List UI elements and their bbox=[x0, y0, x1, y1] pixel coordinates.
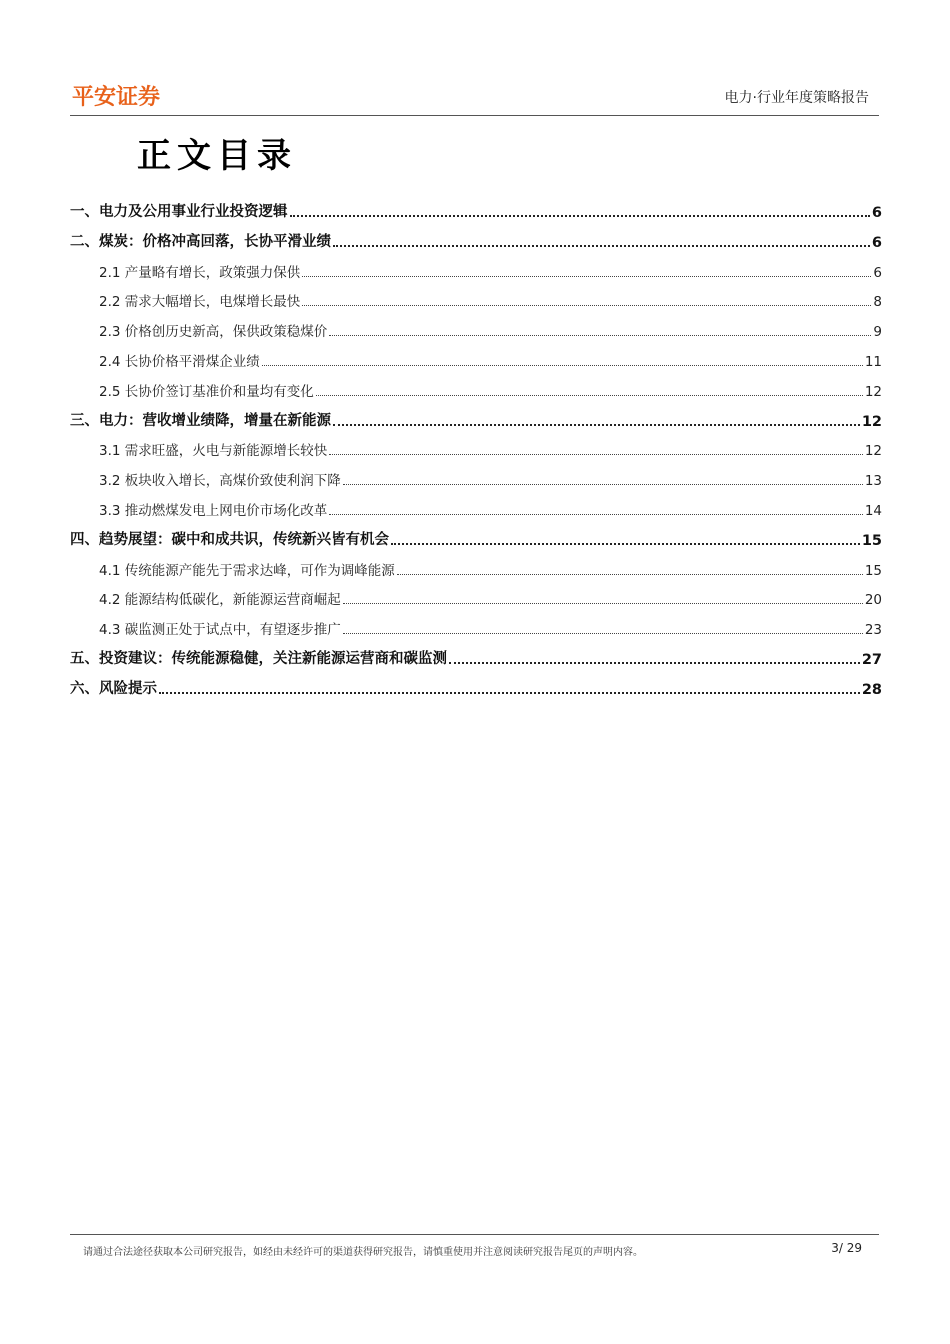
toc-entry[interactable] bbox=[70, 199, 882, 221]
toc-entry-page: 12 bbox=[861, 413, 882, 430]
toc-entry[interactable] bbox=[70, 586, 882, 608]
page-number: 3/ 29 bbox=[831, 1241, 862, 1255]
toc-leader-dots bbox=[333, 424, 860, 426]
header-divider bbox=[70, 115, 879, 116]
toc-leader-dots bbox=[449, 662, 860, 664]
toc-entry[interactable] bbox=[70, 348, 882, 370]
toc-entry[interactable] bbox=[70, 616, 882, 638]
toc-entry[interactable] bbox=[70, 646, 882, 668]
toc-entry[interactable] bbox=[70, 259, 882, 281]
toc-entry-page: 15 bbox=[861, 532, 882, 549]
toc-entry-page: 6 bbox=[871, 205, 882, 221]
toc-entry-page: 12 bbox=[864, 443, 882, 460]
toc-entry[interactable] bbox=[70, 497, 882, 519]
toc-entry[interactable] bbox=[70, 288, 882, 310]
toc-leader-dots bbox=[290, 215, 870, 217]
toc-entry-label: 2.5 长协价签订基准价和量均有变化 bbox=[99, 383, 314, 400]
toc-entry[interactable] bbox=[70, 378, 882, 400]
toc-entry[interactable] bbox=[70, 527, 882, 549]
toc-entry-page: 15 bbox=[864, 562, 882, 579]
toc-leader-dots bbox=[329, 454, 863, 455]
toc-entry-page: 27 bbox=[861, 652, 882, 668]
toc-entry-page: 11 bbox=[864, 354, 882, 370]
report-type: 电力·行业年度策略报告 bbox=[724, 90, 869, 106]
toc-entry-page: 6 bbox=[873, 264, 882, 281]
toc-entry-label: 三、电力：营收增业绩降，增量在新能源 bbox=[70, 412, 331, 429]
toc-entry[interactable] bbox=[70, 437, 882, 459]
toc-entry-page: 13 bbox=[864, 473, 882, 490]
toc-entry-label: 4.3 碳监测正处于试点中，有望逐步推广 bbox=[99, 622, 341, 639]
toc-entry-label: 3.2 板块收入增长，高煤价致使利润下降 bbox=[99, 473, 341, 490]
toc-entry-page: 28 bbox=[861, 681, 882, 698]
footer-divider bbox=[70, 1234, 879, 1235]
toc-entry-label: 3.1 需求旺盛，火电与新能源增长较快 bbox=[99, 443, 328, 460]
toc-entry-label: 五、投资建议：传统能源稳健，关注新能源运营商和碳监测 bbox=[70, 651, 447, 667]
toc-entry-page: 9 bbox=[873, 324, 882, 341]
toc-entry[interactable] bbox=[70, 318, 882, 340]
toc-leader-dots bbox=[343, 603, 863, 604]
toc-entry[interactable] bbox=[70, 467, 882, 489]
toc-entry-label: 六、风险提示 bbox=[70, 680, 157, 697]
footer-disclaimer: 请通过合法途径获取本公司研究报告，如经由未经许可的渠道获得研究报告，请慎重使用并注意阅读研究报告尾页的声明内容。 bbox=[83, 1247, 643, 1258]
toc-title: 正文目录 bbox=[137, 136, 297, 176]
toc-entry-page: 20 bbox=[864, 592, 882, 609]
toc-leader-dots bbox=[397, 574, 863, 575]
company-logo: 平安证券 bbox=[72, 85, 161, 110]
toc-entry-label: 四、趋势展望：碳中和成共识，传统新兴皆有机会 bbox=[70, 531, 389, 548]
toc-entry-page: 12 bbox=[864, 383, 882, 400]
toc-entry[interactable] bbox=[70, 229, 882, 251]
toc-entry-page: 23 bbox=[864, 622, 882, 639]
toc-entry[interactable] bbox=[70, 408, 882, 430]
toc-leader-dots bbox=[343, 484, 863, 485]
toc-leader-dots bbox=[329, 335, 871, 336]
toc-leader-dots bbox=[302, 276, 871, 277]
toc-entry-page: 8 bbox=[873, 294, 882, 311]
toc-entry-label: 2.4 长协价格平滑煤企业绩 bbox=[99, 354, 260, 370]
toc-entry[interactable] bbox=[70, 557, 882, 579]
toc-leader-dots bbox=[262, 365, 863, 366]
toc-entry-label: 一、电力及公用事业行业投资逻辑 bbox=[70, 204, 288, 220]
toc-leader-dots bbox=[329, 514, 863, 515]
toc-entry-label: 二、煤炭：价格冲高回落，长协平滑业绩 bbox=[70, 233, 331, 250]
toc-entry-page: 6 bbox=[871, 234, 882, 251]
toc-entry[interactable] bbox=[70, 676, 882, 698]
toc-entry-label: 4.2 能源结构低碳化，新能源运营商崛起 bbox=[99, 592, 341, 609]
toc-entry-label: 2.1 产量略有增长，政策强力保供 bbox=[99, 264, 301, 281]
toc-leader-dots bbox=[159, 692, 860, 694]
toc-leader-dots bbox=[333, 245, 870, 247]
toc-entry-label: 4.1 传统能源产能先于需求达峰，可作为调峰能源 bbox=[99, 562, 395, 579]
toc-entry-label: 3.3 推动燃煤发电上网电价市场化改革 bbox=[99, 503, 328, 519]
toc-entry-label: 2.3 价格创历史新高，保供政策稳煤价 bbox=[99, 324, 328, 341]
toc-leader-dots bbox=[316, 395, 863, 396]
page-header bbox=[70, 78, 879, 116]
toc-leader-dots bbox=[391, 543, 860, 545]
toc-entry-page: 14 bbox=[864, 503, 882, 519]
toc-leader-dots bbox=[343, 633, 863, 634]
toc-leader-dots bbox=[302, 305, 871, 306]
toc-entry-label: 2.2 需求大幅增长，电煤增长最快 bbox=[99, 294, 301, 311]
